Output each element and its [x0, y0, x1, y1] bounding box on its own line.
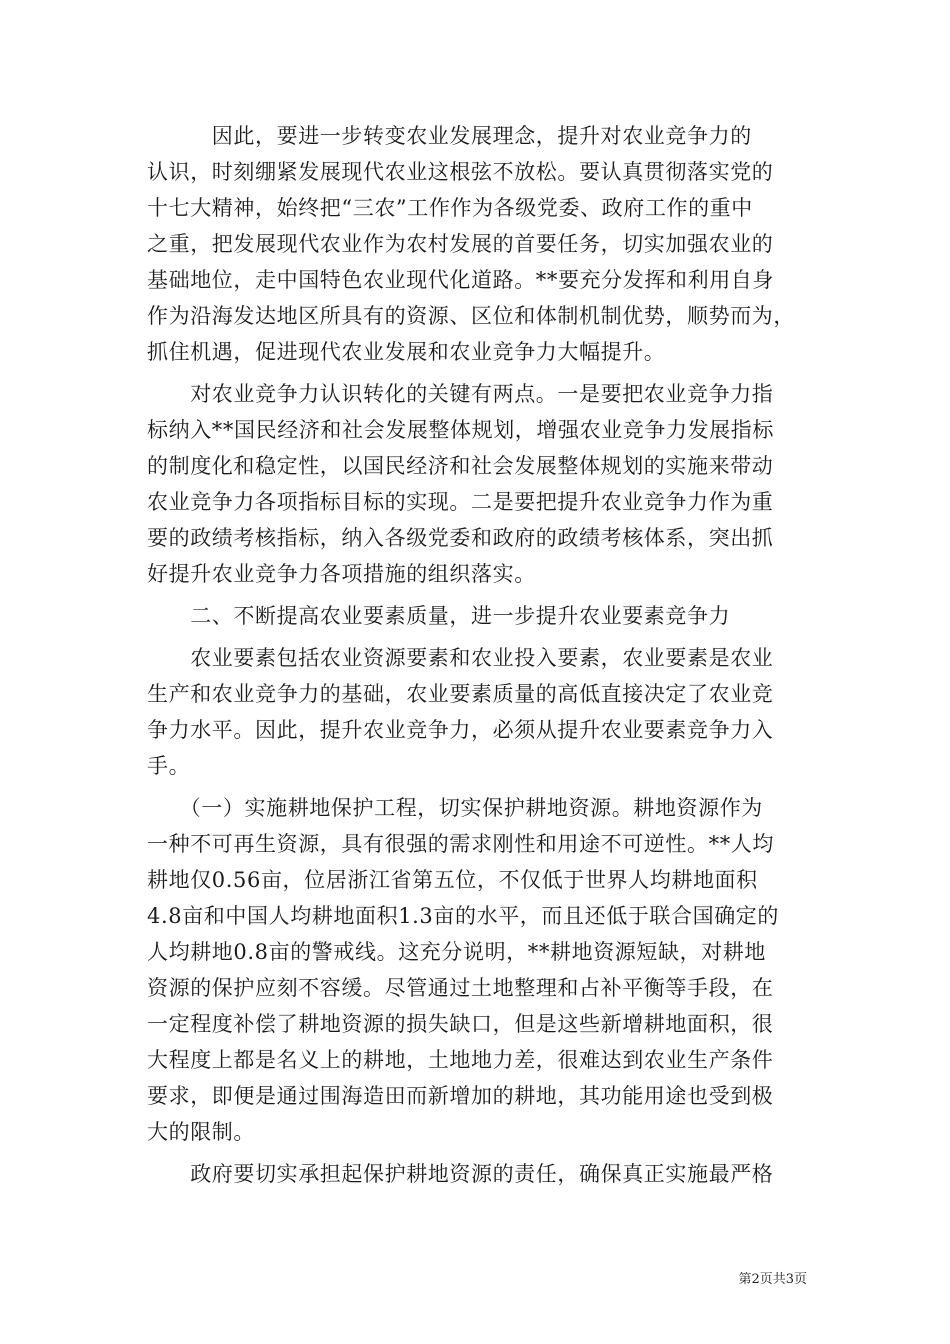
- text-line: 农业要素包括农业资源要素和农业投入要素，农业要素是农业: [147, 646, 774, 670]
- text-line: 争力水平。因此，提升农业竞争力，必须从提升农业要素竞争力入: [147, 718, 774, 742]
- text-line: 生产和农业竞争力的基础，农业要素质量的高低直接决定了农业竞: [147, 682, 774, 706]
- text-line: 抓住机遇，促进现代农业发展和农业竞争力大幅提升。: [147, 340, 666, 364]
- text-line: 大的限制。: [147, 1120, 255, 1144]
- text-line: 政府要切实承担起保护耕地资源的责任，确保真正实施最严格: [147, 1162, 774, 1186]
- text-line: 基础地位，走中国特色农业现代化道路。**要充分发挥和利用自身: [147, 268, 774, 292]
- text-line: 好提升农业竞争力各项措施的组织落实。: [147, 562, 536, 586]
- text-line: 的制度化和稳定性，以国民经济和社会发展整体规划的实施来带动: [147, 454, 774, 478]
- text-line: 标纳入**国民经济和社会发展整体规划，增强农业竞争力发展指标: [147, 418, 774, 442]
- text-line: 一定程度补偿了耕地资源的损失缺口，但是这些新增耕地面积，很: [147, 1012, 774, 1036]
- text-line: 认识，时刻绷紧发展现代农业这根弦不放松。要认真贯彻落实党的: [147, 160, 774, 184]
- text-line: 对农业竞争力认识转化的关键有两点。一是要把农业竞争力指: [147, 382, 774, 406]
- text-line: （一）实施耕地保护工程，切实保护耕地资源。耕地资源作为: [147, 796, 763, 820]
- text-line: 手。: [147, 754, 191, 778]
- text-line: 要求，即便是通过围海造田而新增加的耕地，其功能用途也受到极: [147, 1084, 774, 1108]
- text-line: 因此，要进一步转变农业发展理念，提升对农业竞争力的: [147, 124, 752, 148]
- text-line: 之重，把发展现代农业作为农村发展的首要任务，切实加强农业的: [147, 232, 774, 256]
- text-line: 资源的保护应刻不容缓。尽管通过土地整理和占补平衡等手段，在: [147, 976, 774, 1000]
- text-line: 耕地仅0.56亩，位居浙江省第五位，不仅低于世界人均耕地面积: [147, 868, 758, 892]
- text-line: 作为沿海发达地区所具有的资源、区位和体制机制优势，顺势而为，: [147, 304, 795, 328]
- text-line: 大程度上都是名义上的耕地，土地地力差，很难达到农业生产条件: [147, 1048, 774, 1072]
- page-number-footer: 第2页共3页: [738, 1272, 807, 1287]
- text-line: 十七大精神，始终把“三农”工作作为各级党委、政府工作的重中: [147, 196, 753, 220]
- text-line: 要的政绩考核指标，纳入各级党委和政府的政绩考核体系，突出抓: [147, 526, 774, 550]
- text-line: 人均耕地0.8亩的警戒线。这充分说明，**耕地资源短缺，对耕地: [147, 940, 766, 964]
- text-line: 农业竞争力各项指标目标的实现。二是要把提升农业竞争力作为重: [147, 490, 774, 514]
- section-heading: 二、不断提高农业要素质量，进一步提升农业要素竞争力: [147, 604, 731, 628]
- text-line: 4.8亩和中国人均耕地面积1.3亩的水平，而且还低于联合国确定的: [147, 904, 779, 928]
- text-line: 一种不可再生资源，具有很强的需求刚性和用途不可逆性。**人均: [147, 832, 774, 856]
